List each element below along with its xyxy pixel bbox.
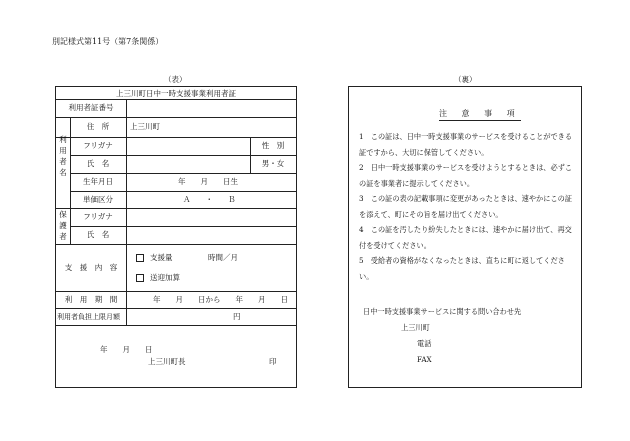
note-2: 2 日中一時支援事業のサービスを受けようとするときは、必ずこの証を事業者に提示してください。 xyxy=(359,163,573,188)
note-4: 4 この証を汚したり紛失したときには、速やかに届け出て、再交付を受けてください。 xyxy=(359,225,572,250)
limit-unit: 円 xyxy=(233,312,241,321)
issue-date: 年 月 日 xyxy=(100,345,153,354)
guardian-furigana-label: フリガナ xyxy=(83,212,113,221)
notice-title: 注 意 事 項 xyxy=(439,108,521,121)
support-label: 支 援 内 容 xyxy=(64,263,118,272)
note-5: 5 受給者の資格がなくなったときは、直ちに町に返してください。 xyxy=(359,256,565,281)
issuer-name: 上三川町長 xyxy=(148,357,186,366)
address-value: 上三川町 xyxy=(130,122,160,131)
gender-label: 性 別 xyxy=(261,141,285,150)
user-group-label: 利 用 者 名 xyxy=(59,135,67,177)
limit-label: 利用者負担上限月額 xyxy=(57,313,120,321)
front-card xyxy=(55,86,297,388)
contact-town: 上三川町 xyxy=(401,323,430,332)
period-label: 利 用 期 間 xyxy=(64,295,118,304)
unit-value: Ａ ・ Ｂ xyxy=(183,195,236,204)
contact-heading: 日中一時支援事業サービスに関する問い合わせ先 xyxy=(363,307,522,316)
front-caption: （表） xyxy=(164,75,187,84)
birth-value: 年 月 日生 xyxy=(178,177,238,186)
contact-fax: FAX xyxy=(417,355,432,364)
support-item-transport: 送迎加算 xyxy=(136,273,180,283)
note-1: 1 この証は、日中一時支援事業のサービスを受けることができる証ですから、大切に保管してください。 xyxy=(359,132,573,157)
birth-label: 生年月日 xyxy=(83,177,113,186)
checkbox-icon xyxy=(136,254,144,262)
support-item-quantity-unit: 時間／月 xyxy=(208,253,238,262)
back-caption: （裏） xyxy=(454,75,477,84)
name-label: 氏 名 xyxy=(86,159,110,168)
card-title: 上三川町日中一時支援事業利用者証 xyxy=(116,89,236,98)
guardian-group-label: 保 護 者 xyxy=(59,210,67,241)
furigana-label: フリガナ xyxy=(83,141,113,150)
user-number-label: 利用者証番号 xyxy=(68,103,114,112)
seal-mark: 印 xyxy=(269,357,277,366)
form-number-header: 別記様式第11号（第7条関係） xyxy=(52,37,164,46)
period-value: 年 月 日から 年 月 日 xyxy=(153,295,288,304)
note-3: 3 この証の表の記載事項に変更があったときは、速やかにこの証を添えて、町にその旨を届け出てください。 xyxy=(359,194,572,219)
back-card xyxy=(348,86,582,388)
guardian-name-label: 氏 名 xyxy=(86,230,110,239)
address-label: 住 所 xyxy=(86,122,110,131)
checkbox-icon xyxy=(136,274,144,282)
contact-phone: 電話 xyxy=(417,339,432,348)
support-item-quantity: 支援量 xyxy=(136,253,173,263)
unit-label: 単価区分 xyxy=(83,195,113,204)
gender-value: 男・女 xyxy=(261,159,285,168)
